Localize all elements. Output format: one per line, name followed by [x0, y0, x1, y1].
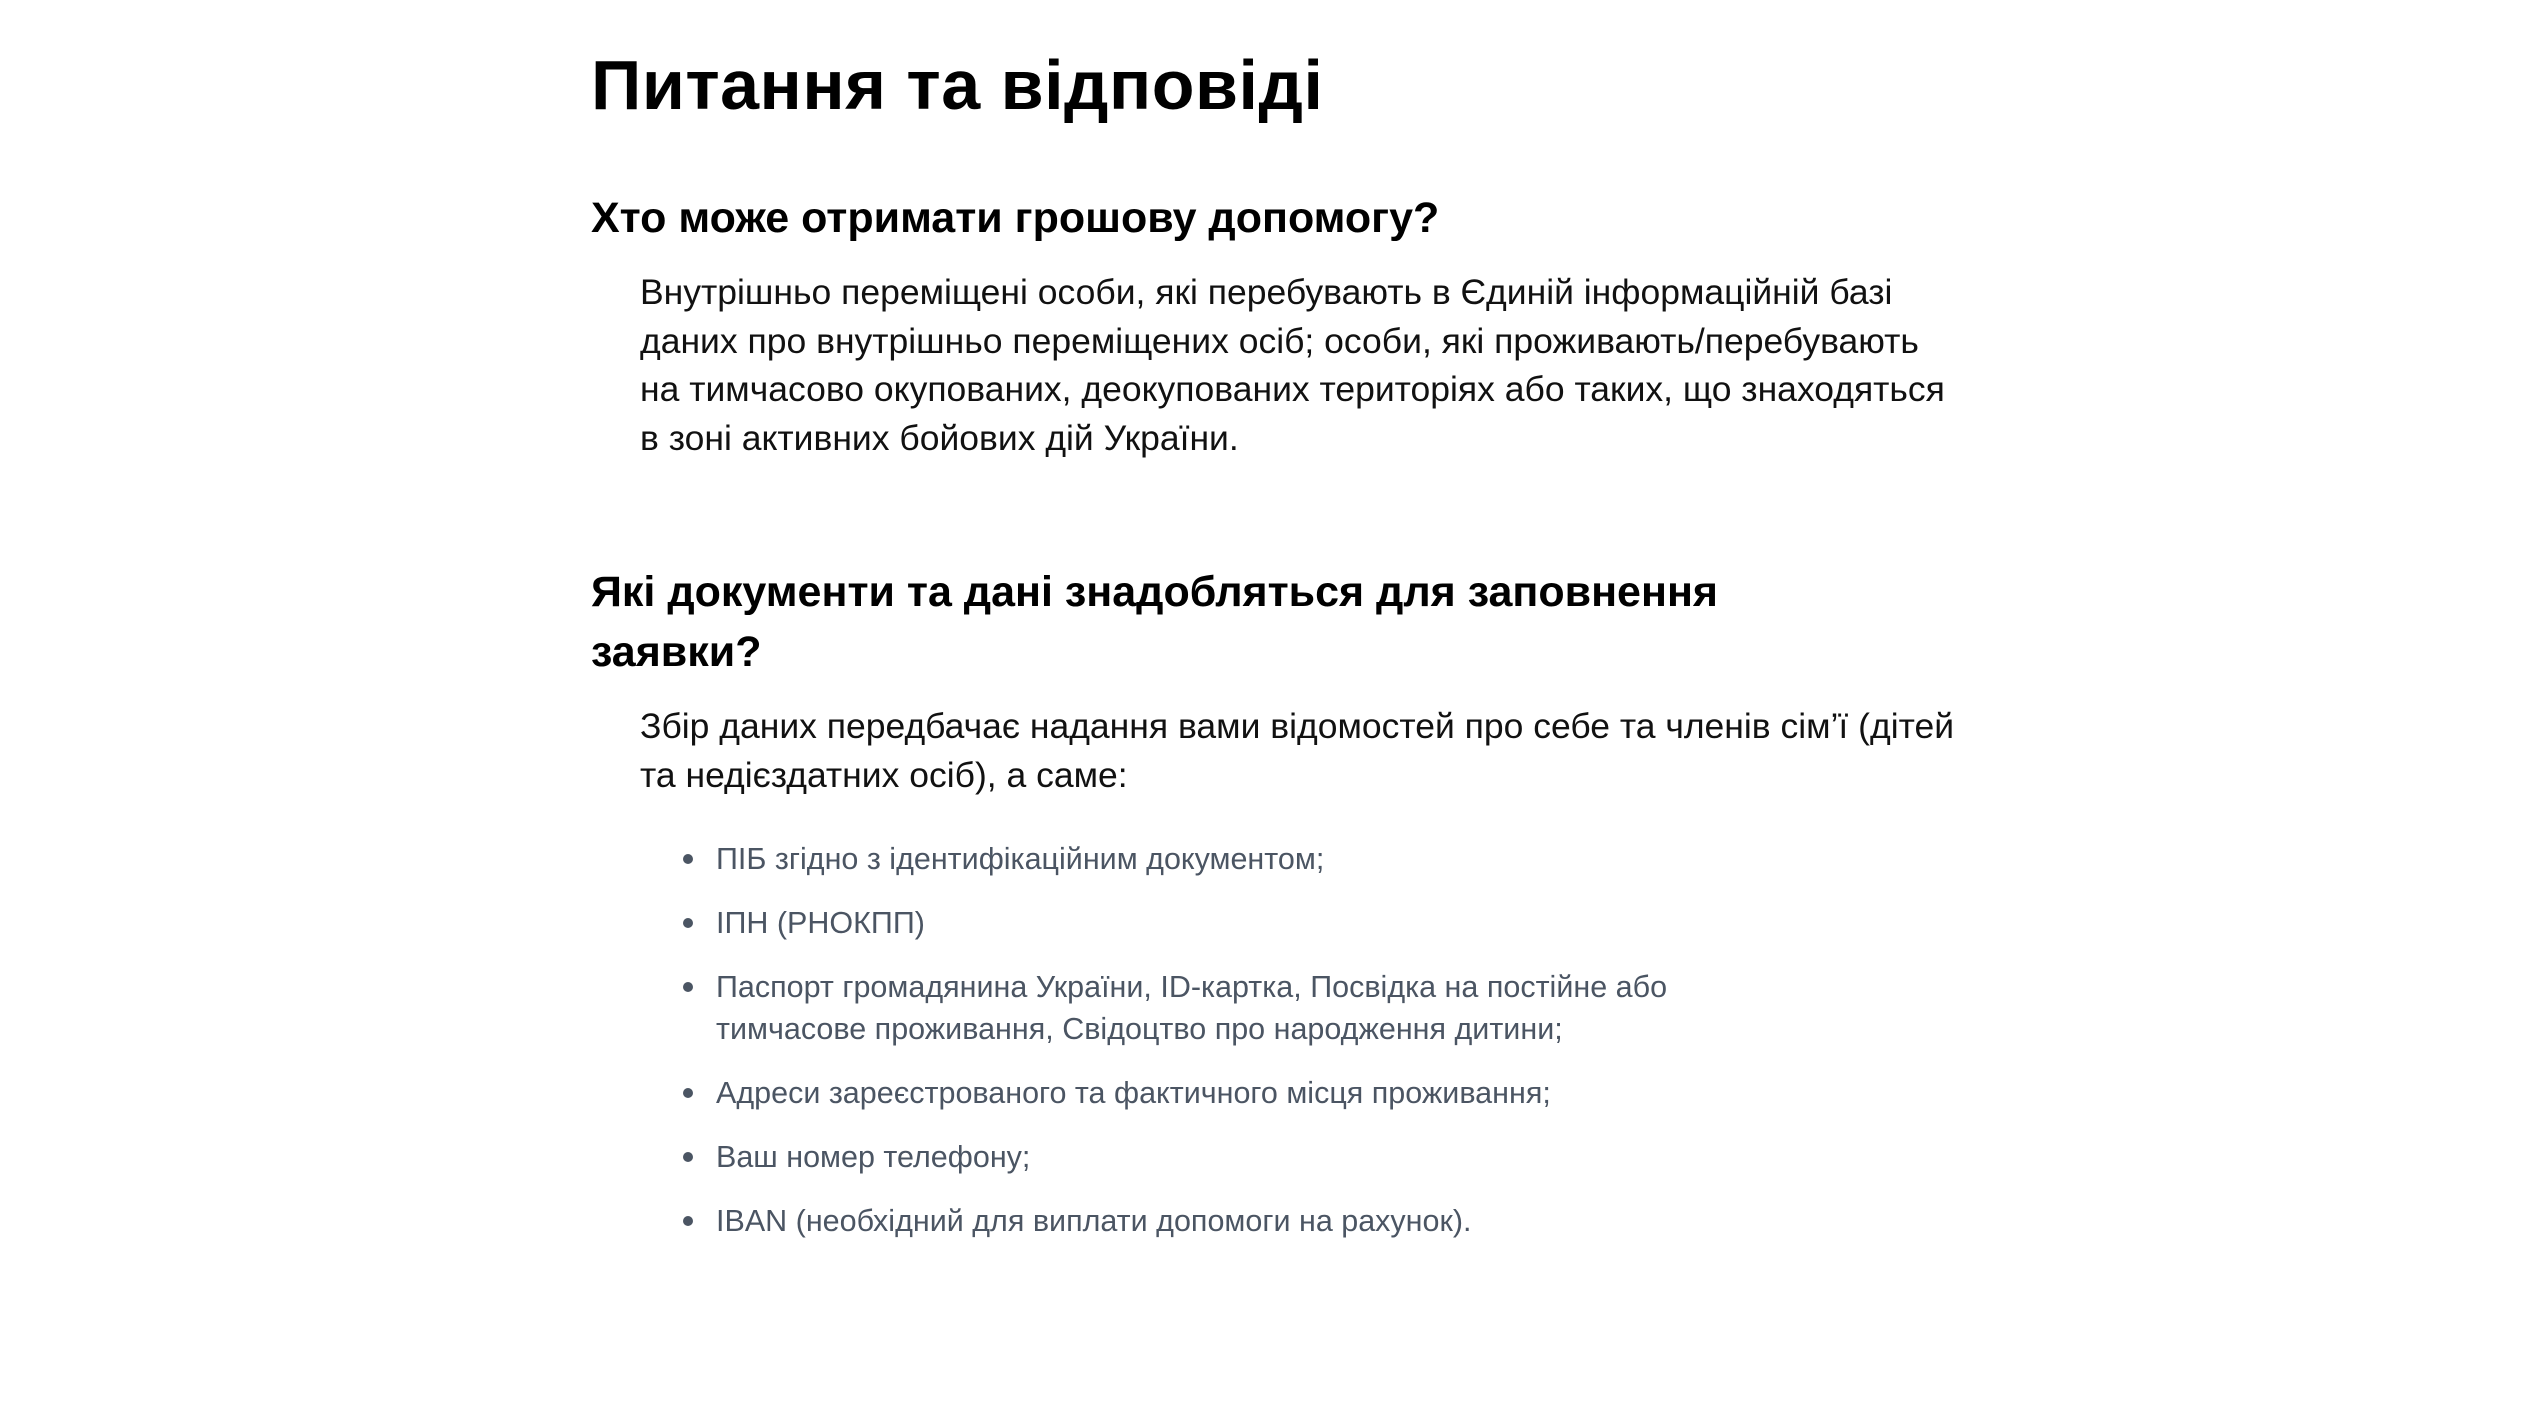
- faq-item-eligibility: [591, 188, 2011, 462]
- bullet-icon: [683, 1152, 693, 1162]
- bullet-icon: [683, 918, 693, 928]
- list-item-text: ПІБ згідно з ідентифікаційним документом;: [716, 841, 1325, 876]
- list-item-text: Адреси зареєстрованого та фактичного місця проживання;: [716, 1075, 1551, 1110]
- bullet-icon: [683, 854, 693, 864]
- list-item: [683, 1200, 1783, 1242]
- faq-question: Які документи та дані знадобляться для заповнення заявки?: [591, 568, 1719, 677]
- list-item-text: ІПН (РНОКПП): [716, 905, 925, 940]
- bullet-icon: [683, 982, 693, 992]
- faq-content: [591, 30, 2011, 1264]
- bullet-icon: [683, 1088, 693, 1098]
- list-item: [683, 1136, 1783, 1178]
- list-item: [683, 1072, 1783, 1114]
- list-item: [683, 838, 1783, 880]
- list-item: [683, 966, 1783, 1050]
- faq-answer: Збір даних передбачає надання вами відомостей про себе та членів сім’ї (дітей та недієздатних осіб), а саме:: [640, 706, 1955, 795]
- list-item-text: IBAN (необхідний для виплати допомоги на рахунок).: [716, 1203, 1472, 1238]
- list-item-text: Ваш номер телефону;: [716, 1139, 1031, 1174]
- faq-item-documents: [591, 562, 2011, 1241]
- faq-answer: Внутрішньо переміщені особи, які перебувають в Єдиній інформаційній базі даних про внутрішньо переміщених осіб; особи, які проживають/перебувають на тимчасово окупованих, деокупованих територіях або таких, що знаходяться в зоні активних бойових дій України.: [640, 272, 1945, 458]
- page-title: Питання та відповіді: [591, 46, 1324, 124]
- list-item-text: Паспорт громадянина України, ID-картка, Посвідка на постійне або тимчасове проживання, Свідоцтво про народження дитини;: [716, 969, 1668, 1046]
- list-item: [683, 902, 1783, 944]
- document-list: [683, 838, 1783, 1242]
- faq-question: Хто може отримати грошову допомогу?: [591, 194, 1440, 242]
- bullet-icon: [683, 1216, 693, 1226]
